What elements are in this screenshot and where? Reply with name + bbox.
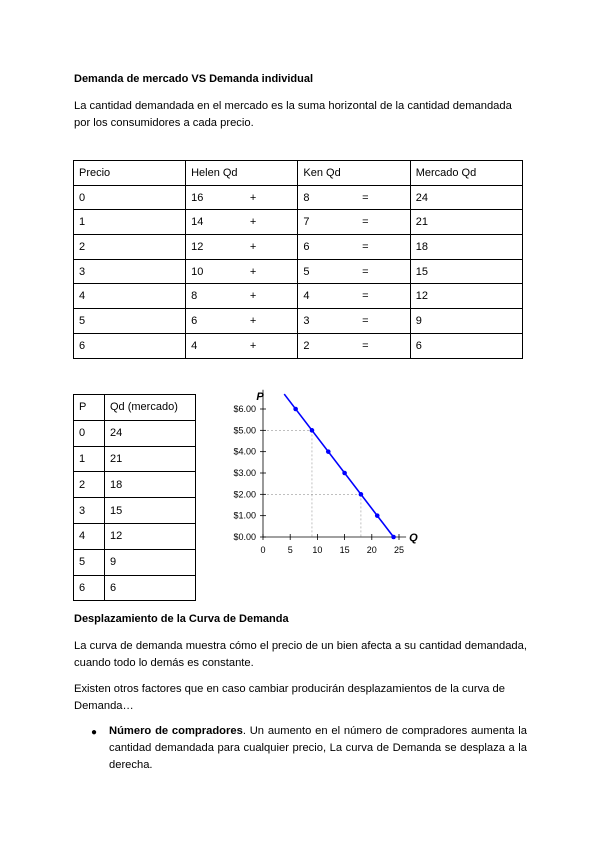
plus-sign: + <box>249 339 257 352</box>
table-row <box>74 498 196 524</box>
table-header-row <box>74 395 196 421</box>
ken-qd: 3 <box>303 314 310 327</box>
data-point <box>359 492 364 497</box>
data-point <box>293 407 298 412</box>
demand-table <box>73 160 523 359</box>
table-row <box>74 185 523 210</box>
helen-qd: 8 <box>191 290 198 303</box>
cell-ken <box>298 235 410 260</box>
plus-sign: + <box>249 191 257 204</box>
heading-demand-shift: Desplazamiento de la Curva de Demanda <box>74 613 289 625</box>
cell-precio: 6 <box>74 333 186 358</box>
header-helen: Helen Qd <box>186 161 298 186</box>
data-point <box>310 428 315 433</box>
helen-qd: 14 <box>191 216 204 229</box>
ken-qd: 8 <box>303 191 310 204</box>
market-table <box>73 394 196 601</box>
table-row <box>74 210 523 235</box>
plus-sign: + <box>249 314 257 327</box>
cell-mercado: 24 <box>410 185 522 210</box>
y-tick-label: $1.00 <box>233 510 256 521</box>
table-row <box>74 284 523 309</box>
table-row <box>74 549 196 575</box>
cell-helen <box>186 309 298 334</box>
plus-sign: + <box>249 290 257 303</box>
cell-helen <box>186 333 298 358</box>
cell-ken <box>298 333 410 358</box>
heading-market-vs-individual: Demanda de mercado VS Demanda individual <box>74 73 314 85</box>
plus-sign: + <box>249 240 257 253</box>
cell-p: 6 <box>74 575 105 601</box>
cell-p: 3 <box>74 498 105 524</box>
helen-qd: 6 <box>191 314 198 327</box>
x-tick-label: 25 <box>393 545 405 553</box>
cell-mercado: 9 <box>410 309 522 334</box>
cell-ken <box>298 259 410 284</box>
header-mercado: Mercado Qd <box>410 161 522 186</box>
cell-helen <box>186 235 298 260</box>
equals-sign: = <box>362 216 369 229</box>
header-p: P <box>74 395 105 421</box>
header-qd: Qd (mercado) <box>105 395 196 421</box>
cell-p: 4 <box>74 523 105 549</box>
bullet-description: . Un aumento en el número de compradores aumenta la cantidad demandada para cualquier precio, La curva de Demanda se desplaza a la derecha. <box>109 725 528 771</box>
cell-mercado: 18 <box>410 235 522 260</box>
equals-sign: = <box>362 339 369 352</box>
cell-precio: 5 <box>74 309 186 334</box>
cell-helen <box>186 284 298 309</box>
x-axis-title: Q <box>409 532 418 544</box>
data-point <box>342 471 347 476</box>
equals-sign: = <box>362 265 369 278</box>
data-point <box>326 449 331 454</box>
cell-mercado: 12 <box>410 284 522 309</box>
data-point <box>391 535 396 540</box>
equals-sign: = <box>362 240 369 253</box>
y-tick-label: $2.00 <box>233 489 256 500</box>
bullet-bold-term: Número de compradores <box>109 725 243 737</box>
helen-qd: 10 <box>191 265 204 278</box>
table-row <box>74 309 523 334</box>
cell-p: 1 <box>74 446 105 472</box>
table-row <box>74 333 523 358</box>
cell-p: 0 <box>74 420 105 446</box>
cell-precio: 0 <box>74 185 186 210</box>
x-tick-label: 10 <box>312 545 323 553</box>
bullet-item <box>109 723 527 774</box>
table-row <box>74 446 196 472</box>
table-row <box>74 420 196 446</box>
demand-chart <box>222 388 432 553</box>
cell-qd: 21 <box>105 446 196 472</box>
x-tick-label: 0 <box>260 545 266 553</box>
cell-precio: 1 <box>74 210 186 235</box>
table-row <box>74 259 523 284</box>
helen-qd: 16 <box>191 191 204 204</box>
table-row <box>74 523 196 549</box>
equals-sign: = <box>362 290 369 303</box>
intro-paragraph: La cantidad demandada en el mercado es la suma horizontal de la cantidad demandada por los consumidores a cada precio. <box>74 100 512 129</box>
cell-mercado: 15 <box>410 259 522 284</box>
plus-sign: + <box>249 216 257 229</box>
cell-qd: 9 <box>105 549 196 575</box>
y-tick-label: $4.00 <box>233 446 256 457</box>
helen-qd: 4 <box>191 339 198 352</box>
cell-precio: 2 <box>74 235 186 260</box>
cell-ken <box>298 185 410 210</box>
x-tick-label: 15 <box>339 545 350 553</box>
ken-qd: 2 <box>303 339 310 352</box>
cell-helen <box>186 185 298 210</box>
y-tick-label: $0.00 <box>233 532 256 542</box>
cell-ken <box>298 210 410 235</box>
cell-mercado: 21 <box>410 210 522 235</box>
cell-qd: 24 <box>105 420 196 446</box>
ken-qd: 4 <box>303 290 310 303</box>
paragraph-other-factors: Existen otros factores que en caso cambiar producirán desplazamientos de la curva de Demanda… <box>74 683 505 712</box>
y-tick-label: $5.00 <box>233 425 256 436</box>
y-axis-title: P <box>256 391 264 403</box>
ken-qd: 7 <box>303 216 310 229</box>
cell-helen <box>186 259 298 284</box>
cell-qd: 12 <box>105 523 196 549</box>
cell-precio: 4 <box>74 284 186 309</box>
cell-p: 2 <box>74 472 105 498</box>
x-tick-label: 5 <box>287 545 293 553</box>
header-ken: Ken Qd <box>298 161 410 186</box>
cell-qd: 18 <box>105 472 196 498</box>
equals-sign: = <box>362 191 369 204</box>
cell-qd: 15 <box>105 498 196 524</box>
cell-precio: 3 <box>74 259 186 284</box>
paragraph-demand-curve: La curva de demanda muestra cómo el precio de un bien afecta a su cantidad demandada, cuando todo lo demás es constante. <box>74 640 527 669</box>
table-row <box>74 235 523 260</box>
cell-ken <box>298 284 410 309</box>
helen-qd: 12 <box>191 240 204 253</box>
cell-p: 5 <box>74 549 105 575</box>
y-tick-label: $3.00 <box>233 468 256 478</box>
ken-qd: 6 <box>303 240 310 253</box>
cell-mercado: 6 <box>410 333 522 358</box>
bullet-icon: ● <box>91 727 98 738</box>
y-tick-label: $6.00 <box>233 404 256 414</box>
table-header-row <box>74 161 523 186</box>
cell-qd: 6 <box>105 575 196 601</box>
x-tick-label: 20 <box>366 545 377 553</box>
cell-ken <box>298 309 410 334</box>
table-row <box>74 472 196 498</box>
header-precio: Precio <box>74 161 186 186</box>
table-row <box>74 575 196 601</box>
plus-sign: + <box>249 265 257 278</box>
ken-qd: 5 <box>303 265 310 278</box>
data-point <box>375 513 380 518</box>
equals-sign: = <box>362 314 369 327</box>
cell-helen <box>186 210 298 235</box>
